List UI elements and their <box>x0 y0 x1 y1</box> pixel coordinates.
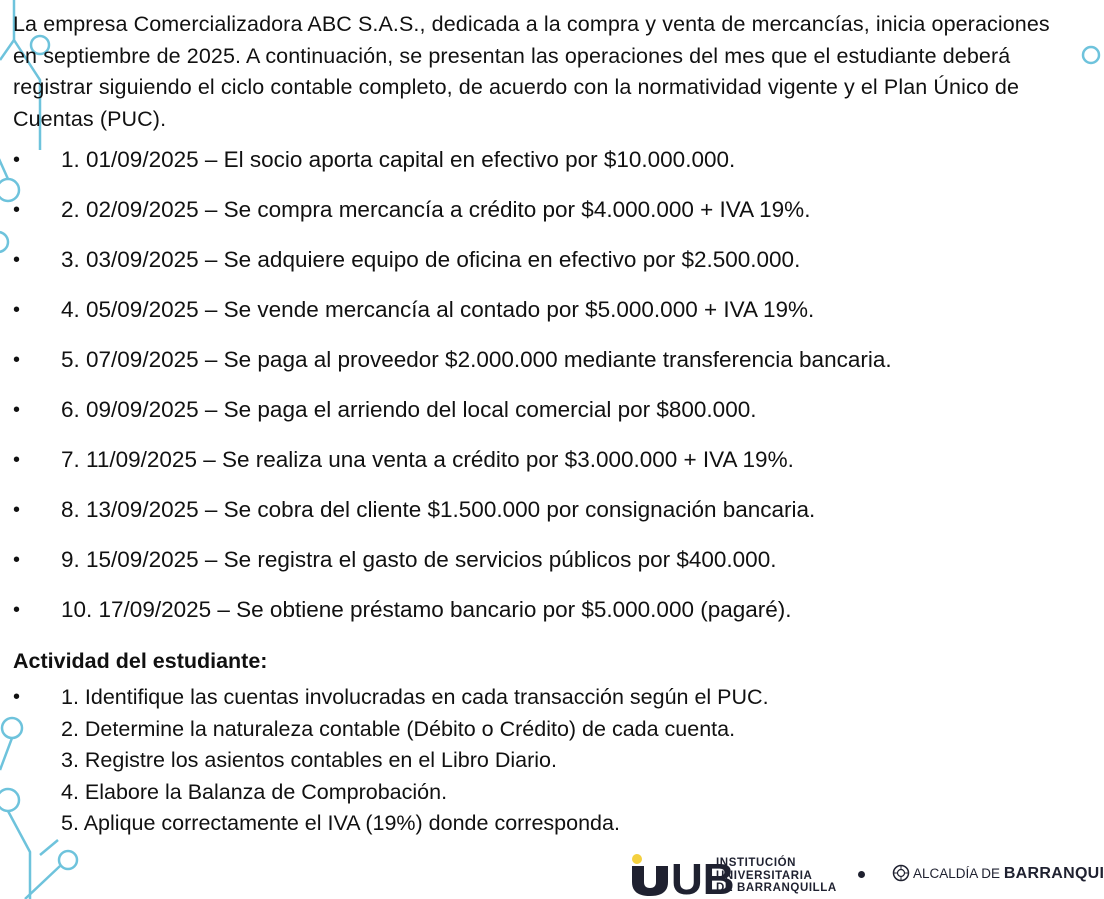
ub-logo <box>630 852 735 899</box>
activity-item: 1. Identifique las cuentas involucradas en cada transacción según el PUC. <box>61 685 769 709</box>
seal-icon <box>892 864 910 882</box>
bullet: • <box>13 499 21 521</box>
list-item: • 9. 15/09/2025 – Se registra el gasto de servicios públicos por $400.000. <box>13 545 1063 595</box>
activity-list <box>13 682 1063 840</box>
activity-heading: Actividad del estudiante: <box>13 649 268 673</box>
bullet: • <box>13 349 21 371</box>
institution-name: INSTITUCIÓN UNIVERSITARIA DE BARRANQUILLA <box>716 857 837 894</box>
activity-item: 4. Elabore la Balanza de Comprobación. <box>61 779 448 804</box>
separator-dot <box>858 871 865 878</box>
alcaldia-logo: ALCALDÍA DE BARRANQUI <box>892 864 1104 883</box>
bullet: • <box>13 199 21 221</box>
activity-item: 3. Registre los asientos contables en el Libro Diario. <box>61 748 557 772</box>
activity-item: 5. Aplique correctamente el IVA (19%) donde corresponda. <box>61 811 620 835</box>
list-item: • 8. 13/09/2025 – Se cobra del cliente $1.500.000 por consignación bancaria. <box>13 495 1063 545</box>
list-item: • 1. 01/09/2025 – El socio aporta capital en efectivo por $10.000.000. <box>13 145 1063 195</box>
list-item: • 10. 17/09/2025 – Se obtiene préstamo bancario por $5.000.000 (pagaré). <box>13 595 1063 645</box>
list-item: • 4. 05/09/2025 – Se vende mercancía al contado por $5.000.000 + IVA 19%. <box>13 295 1063 345</box>
bullet: • <box>13 249 21 271</box>
operations-list <box>13 145 1063 645</box>
list-item: • 5. 07/09/2025 – Se paga al proveedor $2.000.000 mediante transferencia bancaria. <box>13 345 1063 395</box>
ub-logo-text: UB <box>671 855 735 899</box>
list-item: • 7. 11/09/2025 – Se realiza una venta a crédito por $3.000.000 + IVA 19%. <box>13 445 1063 495</box>
document-body <box>13 9 1063 840</box>
bullet: • <box>13 599 21 621</box>
bullet: • <box>13 449 21 471</box>
list-item: • 6. 09/09/2025 – Se paga el arriendo del local comercial por $800.000. <box>13 395 1063 445</box>
bullet: • <box>13 149 21 171</box>
bullet: • <box>13 399 21 421</box>
list-item: • 3. 03/09/2025 – Se adquiere equipo de oficina en efectivo por $2.500.000. <box>13 245 1063 295</box>
intro-paragraph: La empresa Comercializadora ABC S.A.S., dedicada a la compra y venta de mercancías, inicia operaciones en septiembre de 2025. A continuación, se presentan las operaciones del mes que el estudiante deberá registrar siguiendo el ciclo contable completo, de acuerdo con la normatividad vigente y el Plan Único de Cuentas (PUC). <box>13 12 1050 131</box>
bullet: • <box>13 686 21 708</box>
bullet: • <box>13 299 21 321</box>
list-item: • 2. 02/09/2025 – Se compra mercancía a crédito por $4.000.000 + IVA 19%. <box>13 195 1063 245</box>
footer-logos <box>630 850 1104 899</box>
activity-item: 2. Determine la naturaleza contable (Débito o Crédito) de cada cuenta. <box>61 716 736 741</box>
bullet: • <box>13 549 21 571</box>
